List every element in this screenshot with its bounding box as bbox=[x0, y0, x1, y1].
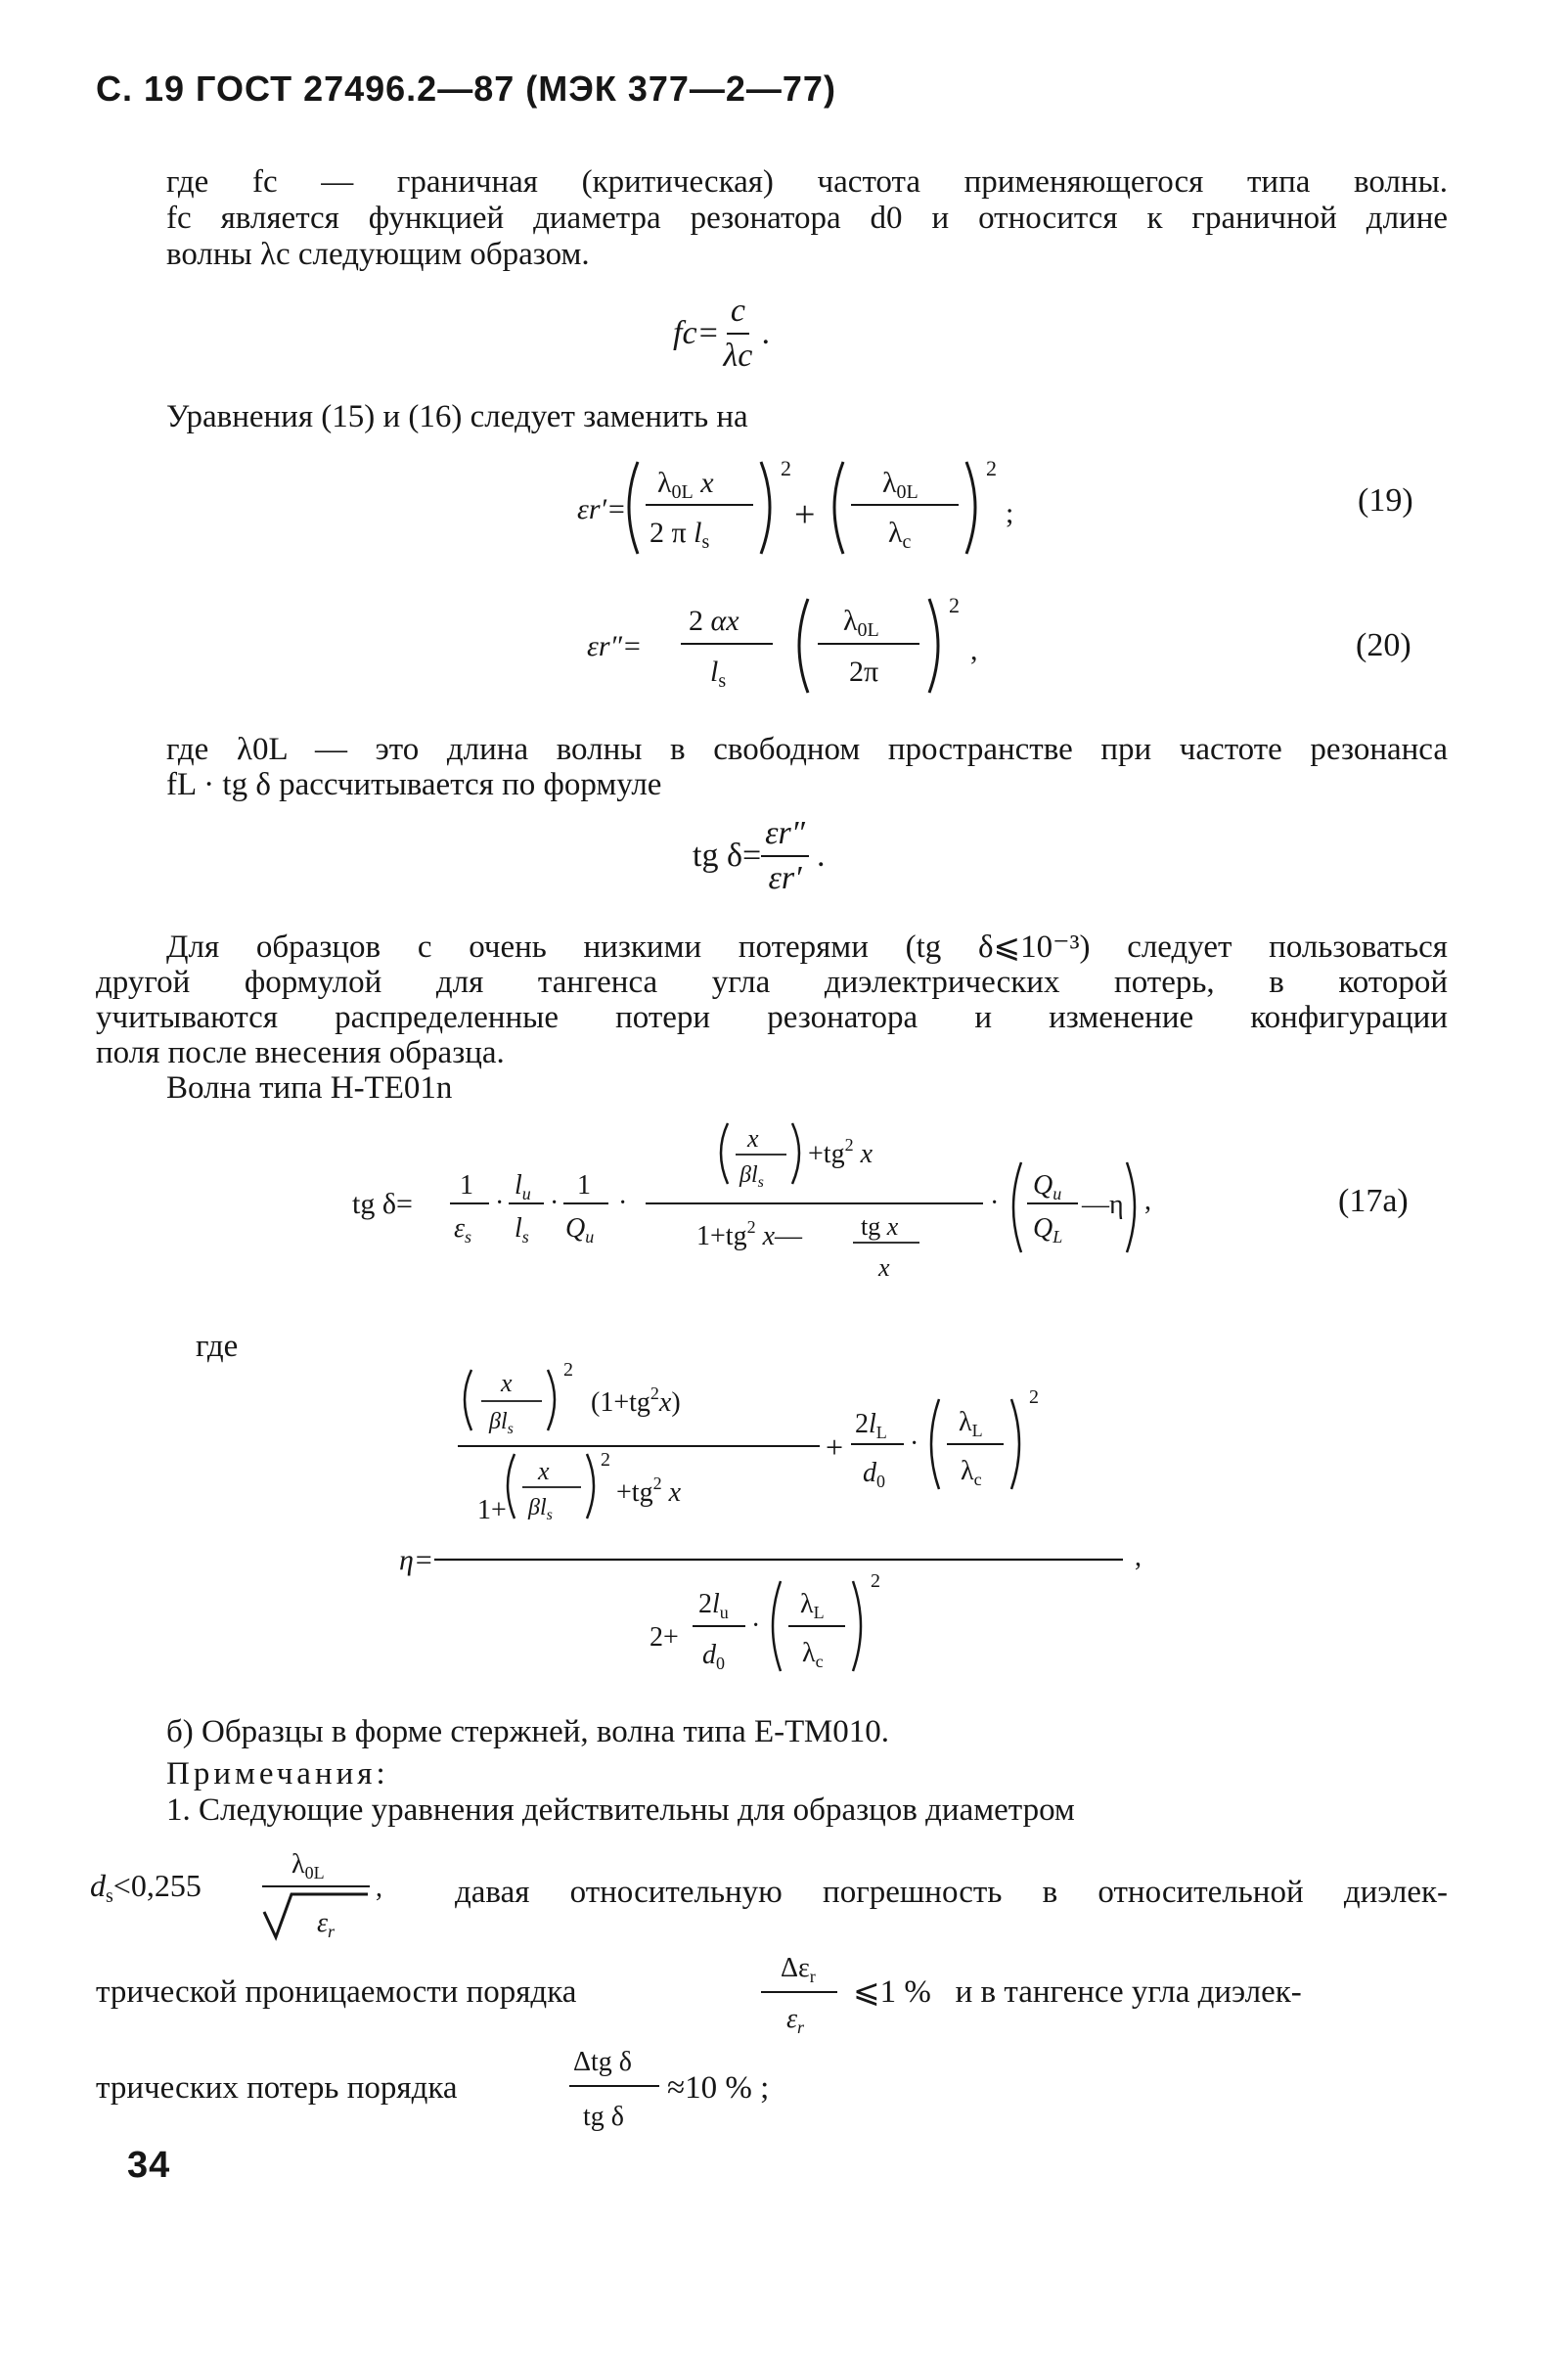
eq17a-den-frac-num: tg x bbox=[861, 1212, 899, 1241]
eq17a-end: , bbox=[1144, 1186, 1151, 1216]
eta-b-tg: $+tg^2$ x bbox=[616, 1474, 682, 1508]
eq17a-f2-num: $l_u$ bbox=[515, 1170, 531, 1203]
eta-b-sup: 2 bbox=[601, 1449, 610, 1471]
condition-ds bbox=[90, 1839, 413, 1947]
eq17a-inner-num: x bbox=[747, 1124, 759, 1153]
equation-eta bbox=[399, 1356, 1182, 1708]
eta-e-den: $d_0$ bbox=[702, 1640, 725, 1673]
eq17a-f3-num: 1 bbox=[577, 1170, 591, 1201]
eta-a-num: x bbox=[501, 1369, 513, 1397]
eq20-end: , bbox=[970, 634, 978, 666]
eq20-sup: 2 bbox=[949, 593, 960, 617]
eta-f-den: $\lambda_c$ bbox=[802, 1638, 824, 1671]
eta-d-den: $\lambda_c$ bbox=[961, 1456, 982, 1489]
para4-line1: Для образцов с очень низкими потерями (tg δ⩽10⁻³) следует пользоваться bbox=[166, 930, 1448, 965]
eq17a-den-frac-den: x bbox=[878, 1253, 890, 1282]
eta-a-den: $\beta l_s$ bbox=[489, 1409, 514, 1437]
frac-deps-den: $\varepsilon_r$ bbox=[786, 2004, 805, 2037]
eq17a-den: $1+tg^2$ x— bbox=[696, 1217, 803, 1251]
eta-lhs: η= bbox=[399, 1544, 434, 1576]
fraction-delta-tg bbox=[565, 2033, 663, 2141]
notes-heading: Примечания: bbox=[166, 1756, 389, 1791]
gde-label: где bbox=[196, 1329, 239, 1364]
eta-d-num: $\lambda_L$ bbox=[959, 1407, 983, 1440]
eq19-frac2-num: $\lambda_{0L}$ bbox=[882, 467, 918, 503]
eq17a-number: (17a) bbox=[1338, 1183, 1409, 1219]
equation-tg-delta bbox=[693, 814, 825, 898]
eta-d-sup: 2 bbox=[1029, 1386, 1039, 1408]
eta-c-num: $2l_L$ bbox=[855, 1409, 887, 1442]
cond-num: $\lambda_{0L}$ bbox=[291, 1849, 325, 1882]
page-header: С. 19 ГОСТ 27496.2—87 (МЭК 377—2—77) bbox=[96, 68, 836, 109]
eq-fc-num: c bbox=[727, 292, 749, 335]
eq17a-eta: —η bbox=[1082, 1190, 1124, 1220]
eq19-lhs: εr′= bbox=[577, 493, 627, 525]
page-number: 34 bbox=[127, 2145, 171, 2186]
eq19-number: (19) bbox=[1358, 482, 1413, 519]
eta-c-den: $d_0$ bbox=[863, 1458, 885, 1491]
cond-comma: , bbox=[376, 1873, 382, 1903]
frac-dtg-den: tg δ bbox=[583, 2102, 624, 2132]
eta-a-sup: 2 bbox=[563, 1359, 573, 1381]
cond-ds: ds<0,255 bbox=[90, 1868, 202, 1907]
eq-tg-num: εr″ bbox=[761, 814, 809, 857]
note1-line3a: трической проницаемости порядка bbox=[96, 1974, 577, 2010]
note1-line4b: ≈10 % ; bbox=[667, 2070, 770, 2106]
equation-fc bbox=[673, 292, 771, 376]
eq19-frac2-den: $\lambda_c$ bbox=[888, 517, 912, 553]
eq19-plus: + bbox=[794, 494, 816, 535]
para3-line1: где λ0L — это длина волны в свободном пространстве при частоте резонанса bbox=[166, 732, 1448, 767]
fraction-delta-eps bbox=[753, 1941, 841, 2039]
eq19-sup1: 2 bbox=[781, 456, 791, 480]
eq17a-dot3: · bbox=[618, 1188, 628, 1218]
equation-19 bbox=[577, 448, 1047, 566]
eta-dot1: · bbox=[910, 1428, 919, 1459]
para1-line1: где fc — граничная (критическая) частота применяющегося типа волны. bbox=[166, 164, 1448, 200]
eta-b-den-start: 1+ bbox=[477, 1495, 507, 1525]
eq17a-f2-den: $l_s$ bbox=[515, 1213, 529, 1247]
para4-line4: поля после внесения образца. bbox=[96, 1035, 505, 1070]
equation-20 bbox=[587, 585, 998, 703]
eq19-frac1-num: $\lambda_{0L}$ x bbox=[657, 467, 714, 503]
eq-tg-end: . bbox=[816, 838, 826, 874]
eta-den-2: 2+ bbox=[650, 1622, 679, 1653]
para1-line3: волны λc следующим образом. bbox=[166, 237, 590, 272]
eq19-frac1-den: 2 π $l_s$ bbox=[650, 517, 710, 553]
frac-deps-num: $\Delta\varepsilon_r$ bbox=[781, 1953, 816, 1986]
eq17a-dot2: · bbox=[550, 1188, 560, 1218]
eq17a-q-num: $Q_u$ bbox=[1033, 1170, 1062, 1203]
eq19-sup2: 2 bbox=[986, 456, 997, 480]
eq17a-q-den: $Q_L$ bbox=[1033, 1213, 1063, 1247]
wave-label: Волна типа Н-ТЕ01n bbox=[166, 1070, 453, 1106]
eq17a-dot1: · bbox=[495, 1188, 505, 1218]
eq17a-f3-den: $Q_u$ bbox=[565, 1213, 595, 1247]
eq-fc-fraction bbox=[719, 292, 756, 376]
eq19-end: ; bbox=[1006, 497, 1014, 529]
eta-b-den: $\beta l_s$ bbox=[528, 1495, 553, 1523]
para4-line2: другой формулой для тангенса угла диэлектрических потерь, в которой bbox=[96, 965, 1448, 1000]
eq-fc-den: λc bbox=[723, 338, 753, 374]
eq-fc-end: . bbox=[762, 315, 771, 351]
eq-tg-lhs: tg δ= bbox=[693, 838, 762, 874]
eq20-number: (20) bbox=[1356, 627, 1411, 663]
eq17a-tg2: $+tg^2$ x bbox=[808, 1135, 874, 1169]
para4-line3: учитываются распределенные потери резонатора и изменение конфигурации bbox=[96, 1000, 1448, 1035]
para2-line1: Уравнения (15) и (16) следует заменить на bbox=[166, 399, 748, 434]
eta-f-sup: 2 bbox=[871, 1570, 880, 1592]
note1-line1: 1. Следующие уравнения действительны для образцов диаметром bbox=[166, 1792, 1075, 1828]
eta-comma: , bbox=[1135, 1542, 1142, 1572]
eq20-frac2-num: $\lambda_{0L}$ bbox=[843, 605, 879, 641]
cond-den: $\varepsilon_r$ bbox=[317, 1908, 336, 1941]
eq17a-lhs: tg δ= bbox=[352, 1188, 413, 1220]
eq20-frac1-num: 2 αx bbox=[689, 605, 739, 637]
eq17a-f1-den: $\varepsilon_s$ bbox=[454, 1213, 472, 1247]
eq17a-inner-den: $\beta l_s$ bbox=[739, 1162, 764, 1191]
equation-17a bbox=[352, 1115, 1232, 1311]
note1-cond-tail: давая относительную погрешность в относительной диэлек- bbox=[455, 1875, 1448, 1910]
eq17a-dot4: · bbox=[990, 1188, 1000, 1218]
eq-fc-lhs: fc= bbox=[673, 315, 720, 351]
eq20-frac2-den: 2π bbox=[849, 656, 879, 688]
eq-tg-den: εr′ bbox=[768, 860, 802, 896]
eta-plus1: + bbox=[826, 1429, 844, 1465]
eq17a-f1-num: 1 bbox=[460, 1170, 473, 1201]
note1-line4a: трических потерь порядка bbox=[96, 2070, 458, 2106]
eq-tg-fraction bbox=[761, 814, 809, 898]
eq20-frac1-den: $l_s$ bbox=[710, 656, 727, 692]
frac-dtg-num: Δtg δ bbox=[573, 2047, 632, 2077]
eq20-lhs: εr″= bbox=[587, 630, 643, 662]
eta-e-num: $2l_u$ bbox=[698, 1589, 729, 1622]
item-b: б) Образцы в форме стержней, волна типа Е-ТМ010. bbox=[166, 1714, 889, 1749]
eta-dot2: · bbox=[751, 1610, 761, 1641]
eta-a-tail: $(1+tg^2x)$ bbox=[591, 1383, 681, 1418]
note1-line3b: ⩽1 % и в тангенсе угла диэлек- bbox=[853, 1974, 1302, 2010]
eta-b-num: x bbox=[538, 1457, 550, 1485]
eta-f-num: $\lambda_L$ bbox=[800, 1589, 825, 1622]
para3-line2: fL · tg δ рассчитывается по формуле bbox=[166, 767, 662, 802]
para1-line2: fc является функцией диаметра резонатора d0 и относится к граничной длине bbox=[166, 201, 1448, 236]
